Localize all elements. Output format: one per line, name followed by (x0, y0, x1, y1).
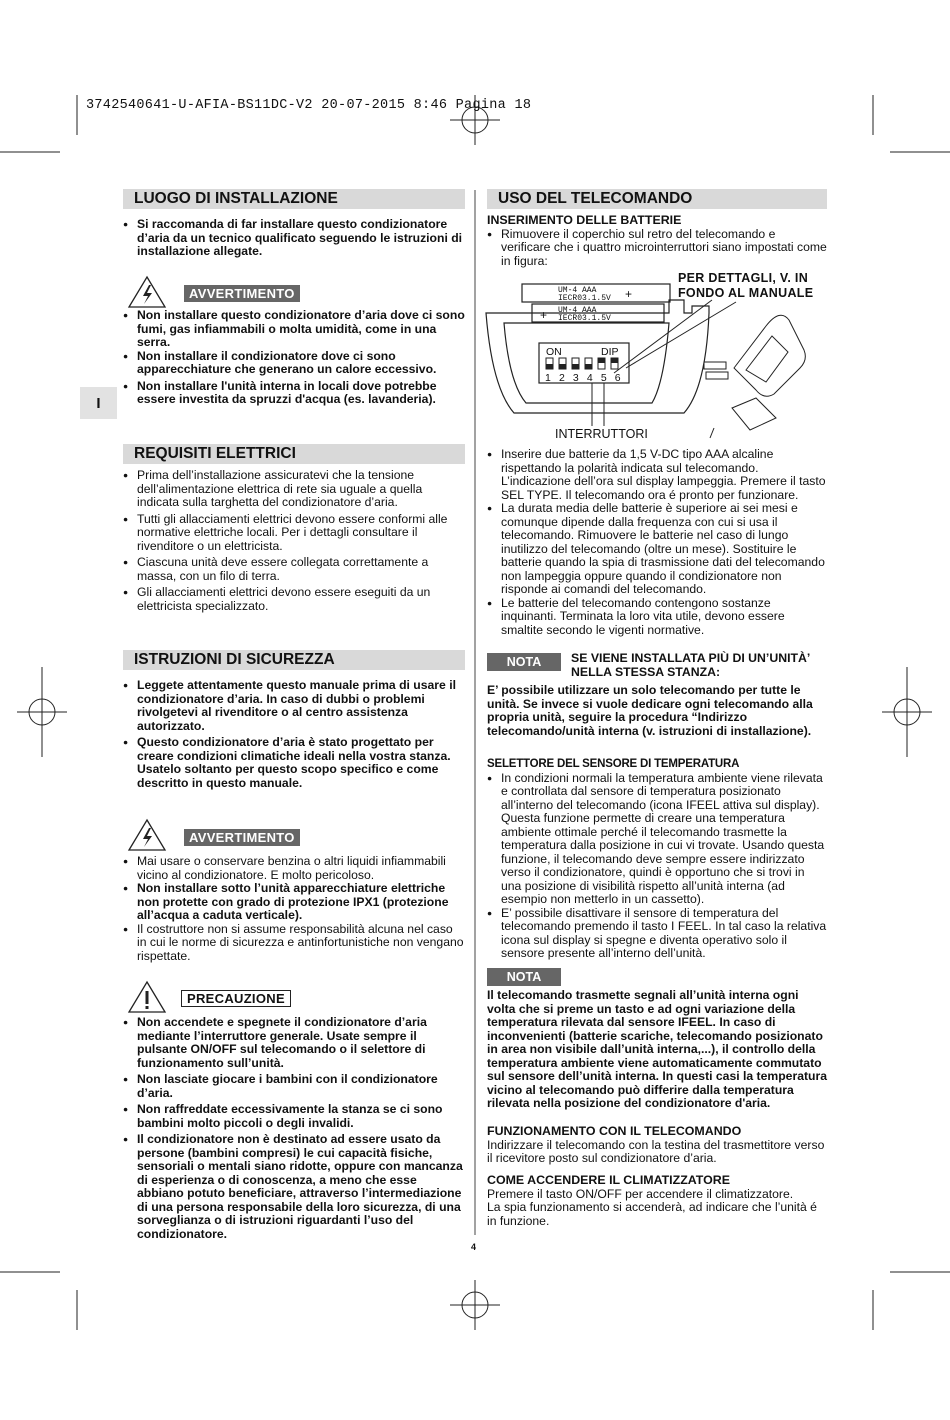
figure-note-line: PER DETTAGLI, V. IN (678, 271, 809, 285)
section-title-telecomando: USO DEL TELECOMANDO (487, 189, 827, 209)
paragraph: Premere il tasto ON/OFF per accendere il climatizzatore. (487, 1186, 794, 1201)
list-item: ● Le batterie del telecomando contengono sostanze inquinanti. Terminata la loro vita utile, devono essere smaltite secondo le vigenti normative. (487, 597, 827, 638)
list-item: ● Inserire due batterie da 1,5 V-DC tipo AAA alcaline rispettando la polarità indicata sul telecomando. L’indicazione dell’ora sul display lampeggia. Premere il tasto SEL TYPE. Il telecomando ora é pronto per funzionare. (487, 448, 827, 502)
list-item: ● Tutti gli allacciamenti elettrici devono essere conformi alle normative elettriche locali. Per i dettagli consultare il rivenditore o un elettricista. (123, 513, 465, 554)
section-title-requisiti: REQUISITI ELETTRICI (123, 444, 465, 464)
print-header: 3742540641-U-AFIA-BS11DC-V2 20-07-2015 8:46 Pagina 18 (86, 98, 532, 113)
sicurezza-list (123, 679, 465, 790)
requisiti-list (123, 469, 465, 613)
page-number: 4 (471, 1242, 477, 1252)
figure-note-line: FONDO AL MANUALE (678, 286, 814, 300)
list-item: ● Si raccomanda di far installare questo condizionatore d’aria da un tecnico qualificato seguendo le istruzioni di installazione allegate. (123, 218, 465, 259)
battery-label: IECR03.1.5V (558, 314, 611, 323)
paragraph: Indirizzare il telecomando con la testina del trasmettitore verso il ricevitore posto sul condizionatore d’aria. (487, 1137, 825, 1165)
remote-battery-figure (484, 278, 829, 448)
nota-label: NOTA (487, 968, 561, 986)
dip-on-label: ON (546, 346, 562, 358)
nota-text: Il telecomando trasmette segnali all’unità interna ogni volta che si preme un tasto e ad ogni variazione della temperatura rilevata dal sensore IFEEL. In caso di inconvenienti (batterie scariche, telecomando posizionato in area non visibile dall’unità interna,...), il controllo della temperatura ambiente viene automaticamente commutato sul sensore dell’unità interna. In questi casi la temperatura vicino al telecomando può differire dalla temperatura rilevata nella posizione del condizionatore d'aria. (487, 988, 828, 1110)
list-item: ● Non raffreddate eccessivamente la stanza se ci sono bambini molto piccoli o degli invalidi. (123, 1103, 465, 1130)
sicurezza-cautions (123, 1016, 465, 1241)
nota-label: NOTA (487, 653, 561, 671)
plus-icon: + (540, 308, 548, 322)
selettore-section (487, 758, 827, 961)
battery-label: UM-4 AAA (558, 306, 597, 315)
section-title-installazione: LUOGO DI INSTALLAZIONE (123, 189, 465, 209)
battery-label: UM-4 AAA (558, 286, 597, 295)
funzionamento-section (487, 1125, 827, 1166)
dip-dip-label: DIP (601, 346, 619, 358)
list-item: ● Non installare questo condizionatore d’aria dove ci sono fumi, gas infiammabili o molta umidità, come in una serra. (123, 309, 465, 350)
figure-caption: INTERRUTTORI (555, 427, 648, 441)
list-item: ● Non installare l'unità interna in locali dove potrebbe essere investita da spruzzi d'acqua (es. lavanderia). (123, 380, 465, 407)
subheading: COME ACCENDERE IL CLIMATIZZATORE (487, 1173, 730, 1187)
installazione-intro (123, 218, 465, 259)
language-tab: I (80, 387, 117, 419)
accendere-section (487, 1174, 827, 1228)
list-item: ● Questo condizionatore d’aria è stato progettato per creare condizioni climatiche ideali nella vostra stanza. Usatelo soltanto per questo scopo specifico e come descritto in questo manuale. (123, 736, 465, 790)
list-item: ● Leggete attentamente questo manuale prima di usare il condizionatore d’aria. In caso di dubbi o problemi rivolgetevi al rivenditore o al centro assistenza autorizzato. (123, 679, 465, 733)
list-item: ● Rimuovere il coperchio sul retro del telecomando e verificare che i quattro microinterruttori siano impostati come in figura: (487, 228, 827, 269)
list-item: ● Il costruttore non si assume responsabilità alcuna nel caso in cui le norme di sicurezza e antinfortunistiche non vengano rispettate. (123, 923, 465, 964)
nota-heading: SE VIENE INSTALLATA PIÙ DI UN’UNITÀ’ NELLA STESSA STANZA: (571, 651, 810, 679)
subheading: INSERIMENTO DELLE BATTERIE (487, 213, 682, 227)
paragraph: La spia funzionamento si accenderà, ad indicare che l’unità é in funzione. (487, 1200, 817, 1228)
list-item: ● Prima dell’installazione assicuratevi che la tensione dell’alimentazione elettrica di rete sia uguale a quella indicata sulla targhetta del condizionatore d’aria. (123, 469, 465, 510)
list-item: ● Mai usare o conservare benzina o altri liquidi infiammabili vicino al condizionatore. E molto pericoloso. (123, 855, 465, 882)
plus-icon: + (625, 287, 633, 301)
warning-label: AVVERTIMENTO (184, 285, 300, 302)
dip-numbers: 1 2 3 4 5 6 (545, 372, 624, 384)
list-item: ● La durata media delle batterie è superiore ai sei mesi e comunque dipende dalla frequenza con cui si usa il telecomando. Rimuovere le batterie nel caso di lungo inutilizzo del telecomando (oltre un mese). Sostituire le batterie quando la spia di trasmissione dati del telecomando non lampeggia oppure quando il condizionatore non risponde ai comandi del telecomando. (487, 502, 827, 597)
lightning-warning-icon (127, 275, 167, 309)
installazione-warnings (123, 309, 465, 407)
list-item: ● Il condizionatore non è destinato ad essere usato da persone (bambini compresi) le cui capacità fisiche, sensoriali o mentali siano ridotte, oppure con mancanza di esperienza o di conoscenza, a meno che esse abbiano potuto beneficiare, attraverso l’intermediazione di una persona responsabile della loro sicurezza, di una sorveglianza o di istruzioni riguardanti l’uso del condizionatore. (123, 1133, 465, 1241)
list-item: ● Ciascuna unità deve essere collegata correttamente a massa, con un filo di terra. (123, 556, 465, 583)
caution-exclamation-icon (127, 980, 167, 1014)
list-item: ● In condizioni normali la temperatura ambiente viene rilevata e controllata dal sensore di temperatura posizionato all’interno del telecomando (icona IFEEL attiva sul display). Questa funzione permette di creare una temperatura ambiente ottimale perché il telecomando trasmette la temperatura dalla posizione in cui vi trovate. Usando questa funzione, il telecomando deve sempre essere indirizzato verso il condizionatore, quindi è opportuno che si trovi in una posizione di visibilità rispetto all’unità interna (ad esempio non metterlo in un cassetto). (487, 772, 827, 907)
section-title-sicurezza: ISTRUZIONI DI SICUREZZA (123, 650, 465, 670)
battery-label: IECR03.1.5V (558, 294, 611, 303)
subheading: FUNZIONAMENTO CON IL TELECOMANDO (487, 1124, 742, 1138)
list-item: ● E’ possibile disattivare il sensore di temperatura del telecomando premendo il tasto I FEEL. In tal caso la relativa icona sul display si spegne e diventa operativo solo il sensore presente all’interno dell’unità. (487, 907, 827, 961)
list-item: ● Gli allacciamenti elettrici devono essere eseguiti da un elettricista specializzato. (123, 586, 465, 613)
caution-label: PRECAUZIONE (181, 990, 291, 1007)
sicurezza-warnings (123, 855, 465, 963)
list-item: ● Non installare il condizionatore dove ci sono apparecchiature che generano un calore eccessivo. (123, 350, 465, 377)
lightning-warning-icon (127, 818, 167, 852)
batterie-list (487, 448, 827, 637)
batterie-intro (487, 214, 827, 268)
subheading: SELETTORE DEL SENSORE DI TEMPERATURA (487, 758, 740, 770)
warning-label: AVVERTIMENTO (184, 829, 300, 846)
list-item: ● Non installare sotto l’unità apparecchiature elettriche non protette con grado di protezione IPX1 (protezione all’acqua a caduta verticale). (123, 882, 465, 923)
list-item: ● Non lasciate giocare i bambini con il condizionatore d’aria. (123, 1073, 465, 1100)
nota-text: E’ possibile utilizzare un solo telecomando per tutte le unità. Se invece si vuole dedicare ogni telecomando alla propria unità, seguire la procedura “Indirizzo telecomando/unità interna (v. istruzioni di installazione). (487, 683, 813, 738)
list-item: ● Non accendete e spegnete il condizionatore d’aria mediante l’interruttore generale. Usate sempre il pulsante ON/OFF sul telecomando o il selettore di funzionamento sull’unità. (123, 1016, 465, 1070)
